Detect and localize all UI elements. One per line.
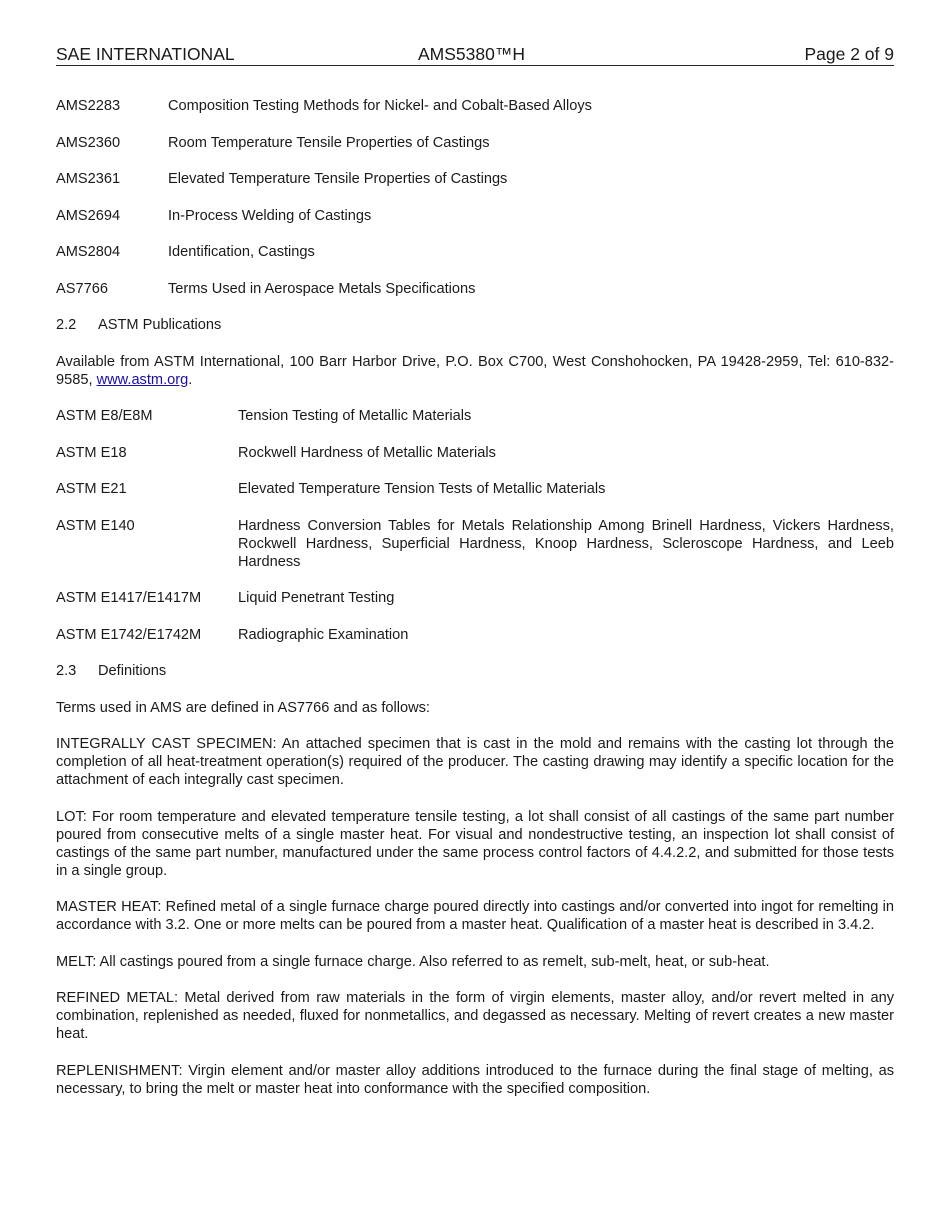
definition-paragraph: MELT: All castings poured from a single furnace charge. Also referred to as remelt, sub-melt, heat, or sub-heat. xyxy=(56,953,770,970)
reference-row xyxy=(56,626,894,644)
reference-code: AMS2361 xyxy=(56,171,121,187)
availability-text: Available from ASTM International, 100 Barr Harbor Drive, P.O. Box C700, West Conshohocken, PA 19428-2959, Tel: 610-832-9585, xyxy=(56,353,894,388)
reference-row xyxy=(56,407,894,425)
definition-paragraph: REFINED METAL: Metal derived from raw materials in the form of virgin elements, master alloy, and/or revert melted in any combination, replenished as needed, fluxed for nonmetallics, and degassed as necessary. Melting of revert creates a new master heat. xyxy=(56,990,894,1042)
definition-paragraph: MASTER HEAT: Refined metal of a single furnace charge poured directly into castings and/or converted into ingot for remelting in accordance with 3.2. One or more melts can be poured from a master heat. Qualification of a master heat is described in 3.4.2. xyxy=(56,899,894,933)
definition-paragraph: LOT: For room temperature and elevated temperature tensile testing, a lot shall consist of all castings of the same part number poured from consecutive melts of a single master heat. For visual and nondestructive testing, an inspection lot shall consist of castings of the same part number, manufactured under the same process control factors of 4.4.2.2, and submitted for those tests in a single group. xyxy=(56,808,894,879)
section-number: 2.2 xyxy=(56,317,77,333)
reference-title: Liquid Penetrant Testing xyxy=(238,590,395,606)
availability-end: . xyxy=(188,371,193,388)
reference-code: AMS2694 xyxy=(56,207,121,224)
reference-title: Room Temperature Tensile Properties of Castings xyxy=(168,134,490,151)
reference-row xyxy=(56,243,894,261)
reference-code: ASTM E1417/E1417M xyxy=(56,590,202,606)
reference-code: AMS2283 xyxy=(56,98,121,114)
page-header xyxy=(56,44,894,66)
reference-row xyxy=(56,134,894,152)
reference-code: ASTM E140 xyxy=(56,517,135,534)
reference-code: ASTM E21 xyxy=(56,481,127,497)
reference-title: Terms Used in Aerospace Metals Specifications xyxy=(168,280,476,297)
definition-paragraph: REPLENISHMENT: Virgin element and/or master alloy additions introduced to the furnace during the final stage of melting, as necessary, to bring the melt or master heat into conformance with the specified composition. xyxy=(56,1062,894,1097)
reference-row xyxy=(56,480,894,498)
reference-title: Elevated Temperature Tension Tests of Metallic Materials xyxy=(238,481,606,497)
reference-code: AMS2360 xyxy=(56,134,121,151)
reference-title: Identification, Castings xyxy=(168,244,315,260)
definition-paragraph: INTEGRALLY CAST SPECIMEN: An attached specimen that is cast in the mold and remains with the casting lot through the completion of all heat-treatment operation(s) required of the producer. The casting drawing may identify a specific location for the attachment of each integrally cast specimen. xyxy=(56,736,894,788)
header-page-number: Page 2 of 9 xyxy=(804,44,894,64)
reference-code: AS7766 xyxy=(56,280,108,297)
reference-row xyxy=(56,170,894,188)
reference-row xyxy=(56,97,894,115)
reference-title: Tension Testing of Metallic Materials xyxy=(238,408,472,424)
reference-row xyxy=(56,517,894,571)
astm-availability-paragraph xyxy=(56,353,894,389)
reference-title: Hardness Conversion Tables for Metals Relationship Among Brinell Hardness, Vickers Hardness, Rockwell Hardness, Superficial Hardness, Knoop Hardness, Scleroscope Hardness, and Leeb Hardness xyxy=(238,517,894,570)
reference-row xyxy=(56,207,894,225)
reference-title: In-Process Welding of Castings xyxy=(168,207,372,224)
definitions-intro: Terms used in AMS are defined in AS7766 and as follows: xyxy=(56,699,430,716)
reference-row xyxy=(56,444,894,462)
section-title: ASTM Publications xyxy=(98,317,222,333)
page-content xyxy=(56,97,894,1116)
reference-row xyxy=(56,280,894,298)
reference-title: Rockwell Hardness of Metallic Materials xyxy=(238,444,496,461)
reference-code: ASTM E18 xyxy=(56,444,127,461)
reference-title: Radiographic Examination xyxy=(238,626,409,643)
reference-code: ASTM E8/E8M xyxy=(56,408,153,424)
reference-title: Elevated Temperature Tensile Properties of Castings xyxy=(168,171,508,187)
reference-code: AMS2804 xyxy=(56,244,121,260)
header-doc-id: AMS5380™H xyxy=(418,44,525,64)
reference-code: ASTM E1742/E1742M xyxy=(56,626,202,643)
reference-title: Composition Testing Methods for Nickel- and Cobalt-Based Alloys xyxy=(168,98,592,114)
section-heading-definitions xyxy=(56,662,894,680)
astm-website-link[interactable]: www.astm.org xyxy=(96,371,189,388)
section-heading-astm xyxy=(56,316,894,334)
header-org: SAE INTERNATIONAL xyxy=(56,44,235,64)
section-number: 2.3 xyxy=(56,663,77,679)
section-title: Definitions xyxy=(98,663,167,679)
reference-row xyxy=(56,589,894,607)
